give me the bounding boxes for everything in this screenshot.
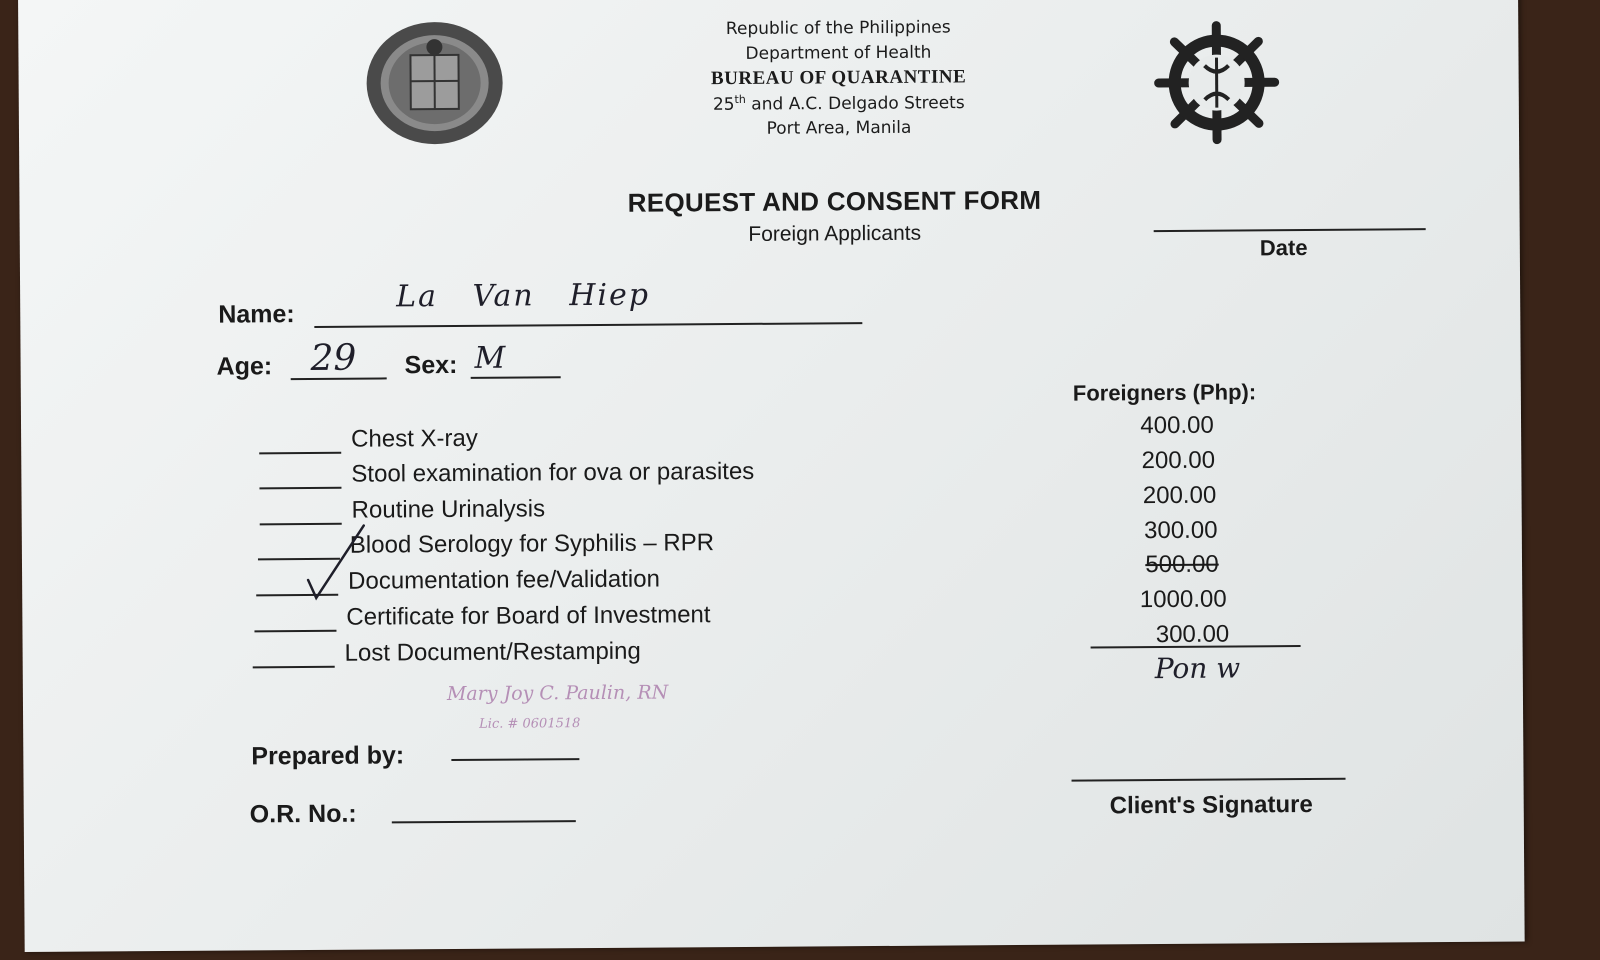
item-checkbox[interactable]: [254, 630, 336, 633]
item-label: Lost Document/Restamping: [344, 637, 641, 667]
or-number-label: O.R. No.:: [249, 799, 357, 829]
header-agency: BUREAU OF QUARANTINE: [710, 66, 967, 90]
fees-header: Foreigners (Php):: [1072, 379, 1257, 406]
price-lost-document: 300.00: [1155, 620, 1230, 649]
price-chest-xray: 400.00: [1140, 411, 1214, 440]
prepared-by-line: [451, 758, 579, 761]
nurse-stamp-license: Lic. # 0601518: [479, 716, 581, 732]
header-city: Port Area, Manila: [766, 117, 912, 139]
date-label: Date: [1259, 235, 1308, 261]
sex-label: Sex:: [404, 350, 458, 380]
name-field[interactable]: La Van Hiep: [396, 277, 651, 315]
price-stool-exam: 200.00: [1141, 446, 1216, 475]
header-republic: Republic of the Philippines: [725, 17, 951, 40]
nurse-stamp-name: Mary Joy C. Paulin, RN: [446, 681, 669, 706]
name-field-line: [314, 322, 862, 328]
form-sheet: [18, 0, 1525, 952]
age-label: Age:: [216, 352, 273, 381]
item-checkbox[interactable]: [253, 666, 335, 669]
age-field[interactable]: 29: [310, 337, 357, 379]
price-urinalysis: 200.00: [1142, 481, 1217, 510]
item-label: Routine Urinalysis: [351, 495, 546, 524]
name-label: Name:: [218, 300, 295, 329]
item-label: Stool examination for ova or parasites: [351, 457, 755, 488]
signature-line: [1072, 778, 1346, 782]
form-subtitle: Foreign Applicants: [748, 221, 922, 246]
prepared-by-label: Prepared by:: [251, 741, 405, 771]
price-blood-serology: 300.00: [1143, 516, 1218, 545]
signature-label: Client's Signature: [1109, 790, 1313, 820]
form-title: REQUEST AND CONSENT FORM: [627, 184, 1042, 218]
item-label: Certificate for Board of Investment: [346, 601, 711, 631]
header-department: Department of Health: [745, 42, 932, 64]
date-line: [1154, 228, 1426, 232]
price-documentation-fee: 500.00: [1145, 550, 1219, 579]
sex-field-line: [471, 376, 561, 379]
item-checkbox[interactable]: [259, 452, 341, 455]
total-handwritten: Pon w: [1154, 651, 1241, 686]
philippines-seal-icon: [364, 19, 505, 153]
quarantine-emblem-icon: [1146, 17, 1287, 153]
item-checkbox[interactable]: [259, 487, 341, 490]
item-label: Documentation fee/Validation: [348, 565, 660, 595]
item-label: Blood Serology for Syphilis – RPR: [349, 529, 715, 559]
sex-field[interactable]: M: [474, 340, 506, 376]
item-label: Chest X-ray: [351, 424, 478, 453]
price-certificate-boi: 1000.00: [1139, 585, 1227, 614]
checkmark-icon: [298, 518, 379, 609]
header-address: 25th and A.C. Delgado Streets: [712, 92, 965, 115]
or-number-line: [392, 820, 576, 823]
